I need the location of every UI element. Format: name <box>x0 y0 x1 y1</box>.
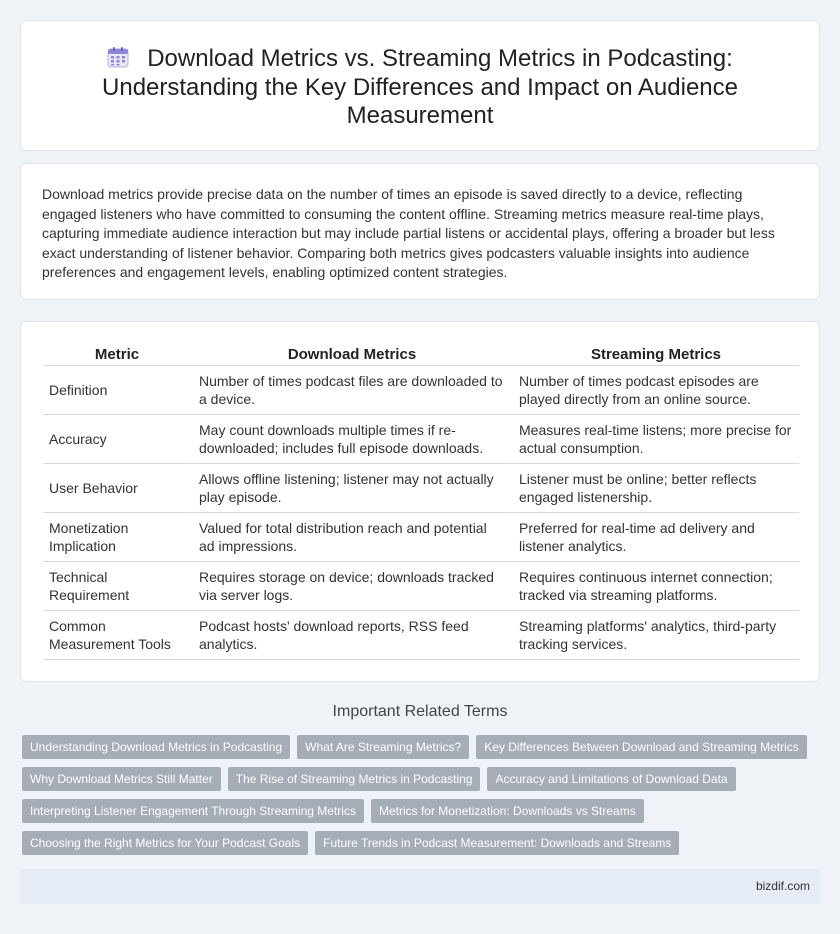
related-term-link[interactable]: What Are Streaming Metrics? <box>297 735 469 759</box>
tag-row <box>22 799 822 831</box>
related-term-link[interactable]: Choosing the Right Metrics for Your Podcast Goals <box>22 831 308 855</box>
metric-cell: Common Measurement Tools <box>43 611 191 660</box>
related-terms-heading: Important Related Terms <box>332 703 508 720</box>
streaming-cell: Requires continuous internet connection; tracked via streaming platforms. <box>511 562 799 611</box>
download-cell: Valued for total distribution reach and potential ad impressions. <box>191 513 511 562</box>
column-header-metric: Metric <box>43 344 191 366</box>
calendar-icon <box>107 46 129 68</box>
download-cell: Podcast hosts' download reports, RSS feed analytics. <box>191 611 511 660</box>
table-row <box>43 611 799 660</box>
related-term-link[interactable]: Metrics for Monetization: Downloads vs Streams <box>371 799 644 823</box>
related-term-link[interactable]: Key Differences Between Download and Streaming Metrics <box>476 735 807 759</box>
download-cell: Requires storage on device; downloads tracked via server logs. <box>191 562 511 611</box>
download-cell: Number of times podcast files are downloaded to a device. <box>191 366 511 415</box>
tag-row <box>22 735 822 767</box>
download-cell: May count downloads multiple times if re-downloaded; includes full episode downloads. <box>191 415 511 464</box>
table-row <box>43 415 799 464</box>
streaming-cell: Listener must be online; better reflects engaged listenership. <box>511 464 799 513</box>
related-term-link[interactable]: Why Download Metrics Still Matter <box>22 767 221 791</box>
table-row <box>43 562 799 611</box>
metric-cell: User Behavior <box>43 464 191 513</box>
intro-paragraph: Download metrics provide precise data on the number of times an episode is saved directly to a device, reflecting engaged listeners who have committed to consuming the content offline. Streaming metrics measure real-time plays, capturing immediate audience interaction but may include partial listens or accidental plays, offering a broader but less exact understanding of listener behavior. Comparing both metrics gives podcasters valuable insights into audience preferences and engagement levels, enabling optimized content strategies. <box>42 186 775 280</box>
table-row <box>43 366 799 415</box>
streaming-cell: Measures real-time listens; more precise for actual consumption. <box>511 415 799 464</box>
table-row <box>43 513 799 562</box>
tag-row <box>22 767 822 799</box>
related-term-link[interactable]: Interpreting Listener Engagement Through Streaming Metrics <box>22 799 364 823</box>
footer <box>20 869 820 904</box>
streaming-cell: Number of times podcast episodes are played directly from an online source. <box>511 366 799 415</box>
related-term-link[interactable]: Future Trends in Podcast Measurement: Downloads and Streams <box>315 831 679 855</box>
intro-card <box>20 163 820 300</box>
related-term-link[interactable]: Accuracy and Limitations of Download Data <box>487 767 735 791</box>
comparison-table-card <box>20 321 820 682</box>
related-terms-list <box>22 735 822 863</box>
comparison-table <box>43 344 799 660</box>
site-name: bizdif.com <box>755 879 810 893</box>
table-row <box>43 464 799 513</box>
column-header-download: Download Metrics <box>191 344 511 366</box>
metric-cell: Definition <box>43 366 191 415</box>
table-header-row <box>43 344 799 366</box>
column-header-streaming: Streaming Metrics <box>511 344 799 366</box>
metric-cell: Technical Requirement <box>43 562 191 611</box>
page-title <box>71 45 769 131</box>
streaming-cell: Streaming platforms' analytics, third-party tracking services. <box>511 611 799 660</box>
streaming-cell: Preferred for real-time ad delivery and listener analytics. <box>511 513 799 562</box>
title-card <box>20 20 820 151</box>
page-title-text: Download Metrics vs. Streaming Metrics in Podcasting: Understanding the Key Differences and Impact on Audience Measurement <box>102 45 738 129</box>
related-term-link[interactable]: The Rise of Streaming Metrics in Podcasting <box>228 767 481 791</box>
tag-row <box>22 831 822 863</box>
related-term-link[interactable]: Understanding Download Metrics in Podcasting <box>22 735 290 759</box>
download-cell: Allows offline listening; listener may not actually play episode. <box>191 464 511 513</box>
metric-cell: Accuracy <box>43 415 191 464</box>
metric-cell: Monetization Implication <box>43 513 191 562</box>
